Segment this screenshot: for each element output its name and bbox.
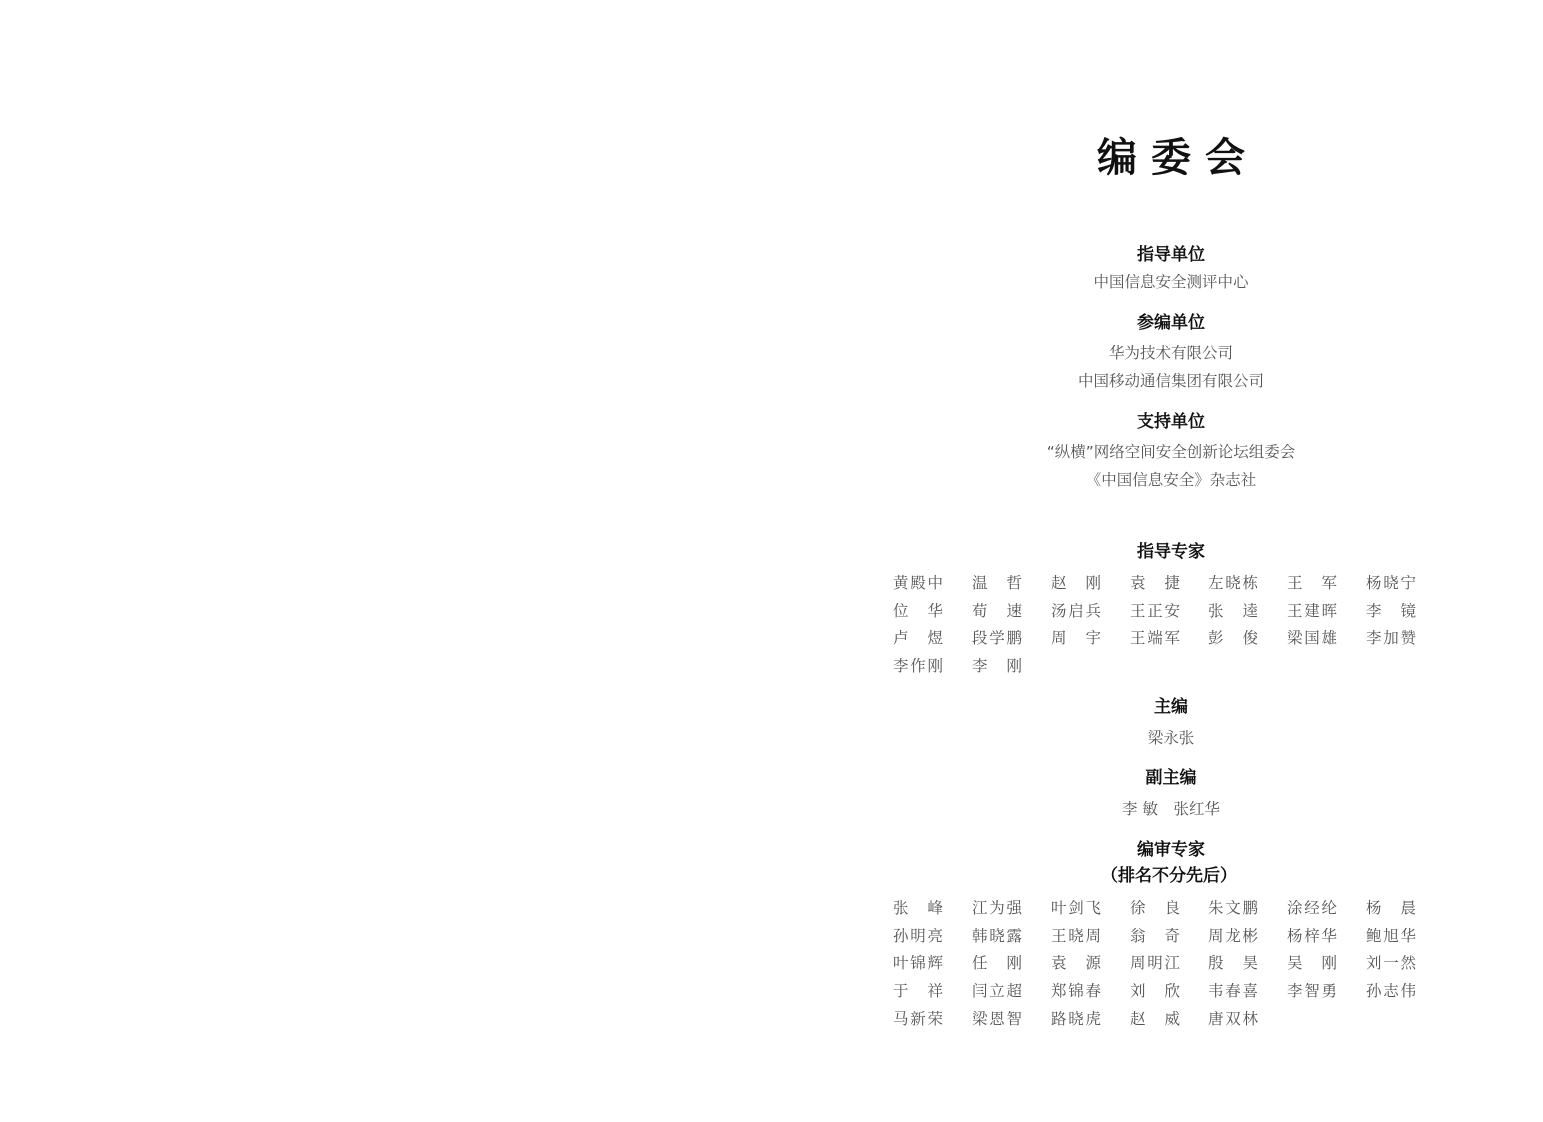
expert-name: 李作刚: [893, 657, 943, 676]
guide-org-line: 中国信息安全测评中心: [1093, 273, 1249, 291]
expert-name: 温 哲: [972, 574, 1022, 592]
expert-name: 路晓虎: [1051, 1009, 1101, 1028]
expert-name: 梁国雄: [1287, 629, 1337, 648]
expert-name: 翁 奇: [1130, 926, 1180, 945]
name-row: [893, 952, 1449, 980]
support-org-line: 《中国信息安全》杂志社: [1085, 471, 1257, 489]
expert-name: 孙明亮: [893, 926, 943, 945]
expert-name: 王晓周: [1051, 926, 1101, 945]
expert-name: 徐 良: [1130, 899, 1180, 917]
expert-name: 王 军: [1287, 574, 1337, 592]
expert-name: 郑锦春: [1051, 982, 1101, 1001]
expert-name: 梁恩智: [972, 1009, 1022, 1028]
expert-name: 鲍旭华: [1366, 926, 1416, 945]
review-experts-grid: [893, 897, 1449, 1035]
guide-org-heading: 指导单位: [1137, 245, 1205, 265]
expert-name: 张 峰: [893, 899, 943, 917]
expert-name: 闫立超: [972, 982, 1022, 1001]
guide-experts-grid: [893, 572, 1449, 683]
expert-name: 赵 威: [1130, 1009, 1180, 1028]
expert-name: 位 华: [893, 601, 943, 620]
expert-name: 彭 俊: [1208, 629, 1258, 648]
guide-experts-heading: 指导专家: [1137, 542, 1205, 562]
support-org-heading: 支持单位: [1137, 412, 1205, 432]
expert-name: 赵 刚: [1051, 574, 1101, 592]
expert-name: 李 镜: [1366, 601, 1416, 620]
participating-org-heading: 参编单位: [1137, 313, 1205, 333]
expert-name: 王建晖: [1287, 601, 1337, 620]
page-title: 编委会: [1097, 135, 1259, 181]
expert-name: 王端军: [1130, 629, 1180, 648]
support-org-line: “纵横”网络空间安全创新论坛组委会: [1046, 443, 1296, 461]
expert-name: 周 宇: [1051, 629, 1101, 648]
expert-name: 朱文鹏: [1208, 899, 1258, 917]
expert-name: 汤启兵: [1051, 601, 1101, 620]
participating-org-line: 华为技术有限公司: [1108, 344, 1233, 362]
expert-name: 黄殿中: [893, 574, 943, 592]
expert-name: 任 刚: [972, 954, 1022, 973]
expert-name: 王正安: [1130, 601, 1180, 620]
name-row: [893, 897, 1449, 925]
review-experts-heading: 编审专家: [1137, 840, 1205, 860]
expert-name: 袁 源: [1051, 954, 1101, 973]
name-row: [893, 1008, 1449, 1036]
deputy-editor-names: 李 敏 张红华: [1122, 800, 1220, 818]
expert-name: 叶剑飞: [1051, 899, 1101, 917]
expert-name: 左晓栋: [1208, 574, 1258, 592]
expert-name: 韦春喜: [1208, 982, 1258, 1001]
expert-name: 涂经纶: [1287, 899, 1337, 917]
name-row: [893, 655, 1449, 683]
expert-name: 唐双林: [1208, 1009, 1258, 1028]
expert-name: 周龙彬: [1208, 926, 1258, 945]
expert-name: 吴 刚: [1287, 954, 1337, 973]
expert-name: 杨梓华: [1287, 926, 1337, 945]
deputy-editor-heading: 副主编: [1145, 768, 1197, 788]
expert-name: 孙志伟: [1366, 982, 1416, 1001]
expert-name: 马新荣: [893, 1009, 943, 1028]
expert-name: 卢 煜: [893, 629, 943, 648]
expert-name: 荀 速: [972, 601, 1022, 620]
expert-name: 韩晓露: [972, 926, 1022, 945]
chief-editor-name: 梁永张: [1147, 729, 1195, 747]
chief-editor-heading: 主编: [1154, 697, 1188, 717]
expert-name: 殷 昊: [1208, 954, 1258, 973]
expert-name: 叶锦辉: [893, 954, 943, 973]
expert-name: 杨晓宁: [1366, 574, 1416, 592]
expert-name: 刘一然: [1366, 954, 1416, 973]
expert-name: 周明江: [1130, 954, 1180, 973]
name-row: [893, 980, 1449, 1008]
expert-name: 张 逵: [1208, 601, 1258, 620]
expert-name: 李加赞: [1366, 629, 1416, 648]
name-row: [893, 572, 1449, 600]
participating-org-line: 中国移动通信集团有限公司: [1077, 372, 1264, 390]
expert-name: 杨 晨: [1366, 899, 1416, 917]
expert-name: 刘 欣: [1130, 982, 1180, 1001]
expert-name: 段学鹏: [972, 629, 1022, 648]
expert-name: 于 祥: [893, 982, 943, 1001]
name-row: [893, 600, 1449, 628]
expert-name: 李 刚: [972, 657, 1022, 676]
expert-name: 江为强: [972, 899, 1022, 917]
name-row: [893, 627, 1449, 655]
review-experts-subheading: （排名不分先后）: [1101, 866, 1237, 886]
name-row: [893, 925, 1449, 953]
expert-name: 李智勇: [1287, 982, 1337, 1001]
expert-name: 袁 捷: [1130, 574, 1180, 592]
